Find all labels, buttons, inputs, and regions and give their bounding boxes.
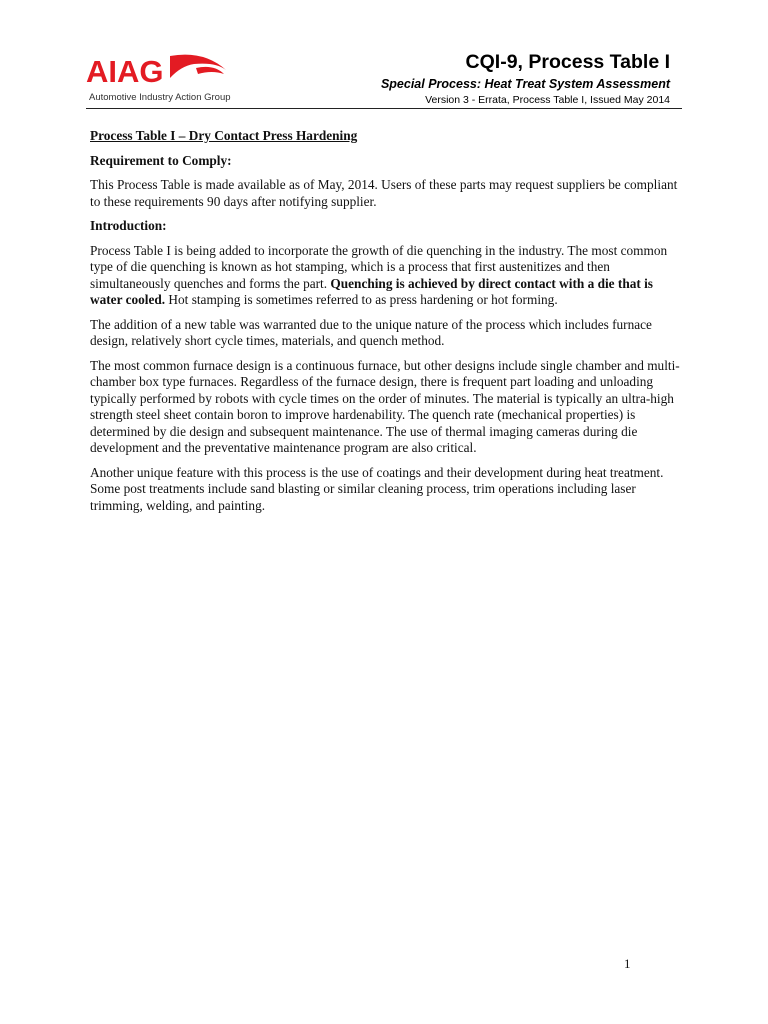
intro-p1-tail: Hot stamping is sometimes referred to as press hardening or hot forming. — [165, 292, 558, 307]
page-number: 1 — [624, 956, 631, 971]
header-titles — [381, 50, 670, 107]
introduction-heading: Introduction: — [90, 218, 167, 233]
intro-paragraph-1 — [90, 243, 680, 309]
intro-paragraph-2: The addition of a new table was warranted due to the unique nature of the process which includes furnace design, relatively short cycle times, materials, and quench method. — [90, 316, 652, 348]
header-divider — [86, 108, 682, 109]
intro-paragraph-4: Another unique feature with this process is the use of coatings and their development during heat treatment. Some post treatments include sand blasting or similar cleaning process, trim operations including laser trimming, welding, and painting. — [90, 464, 664, 513]
aiag-logo-mark — [86, 52, 236, 92]
version-line: Version 3 - Errata, Process Table I, Issued May 2014 — [425, 94, 670, 106]
logo-subtitle: Automotive Industry Action Group — [89, 92, 231, 103]
aiag-logo — [86, 52, 236, 106]
document-subtitle: Special Process: Heat Treat System Assessment — [380, 77, 670, 91]
requirement-heading: Requirement to Comply: — [90, 152, 232, 168]
intro-paragraph-3: The most common furnace design is a continuous furnace, but other designs include single chamber and multi-chamber box type furnaces. Regardless of the furnace design, there is frequent part loading and unloading typically performed by robots with cycle times on the order of minutes. The material is typically an ultra-high strength steel sheet contain boron to improve hardenability. The quench rate (mechanical properties) is determined by die design and subsequent maintenance. The use of thermal imaging cameras during die development and the preventative maintenance program are also critical. — [90, 357, 680, 455]
section-title: Process Table I – Dry Contact Press Hardening — [90, 128, 358, 143]
requirement-paragraph: This Process Table is made available as of May, 2014. Users of these parts may request suppliers be compliant to these requirements 90 days after notifying supplier. — [90, 177, 678, 209]
logo-wordmark: AIAG — [86, 54, 164, 89]
document-title: CQI-9, Process Table I — [465, 51, 670, 73]
page-header — [0, 0, 768, 112]
intro-p1-text: Process Table I is being added to incorporate the growth of die quenching in the industry. The most common type of die quenching is known as hot stamping, which is a process that first austenitizes and then simultaneously quenches and forms the part. — [90, 242, 668, 291]
document-body — [90, 128, 680, 522]
intro-p1-emphasis: Quenching is achieved by direct contact with a die that is water cooled. — [90, 275, 653, 307]
